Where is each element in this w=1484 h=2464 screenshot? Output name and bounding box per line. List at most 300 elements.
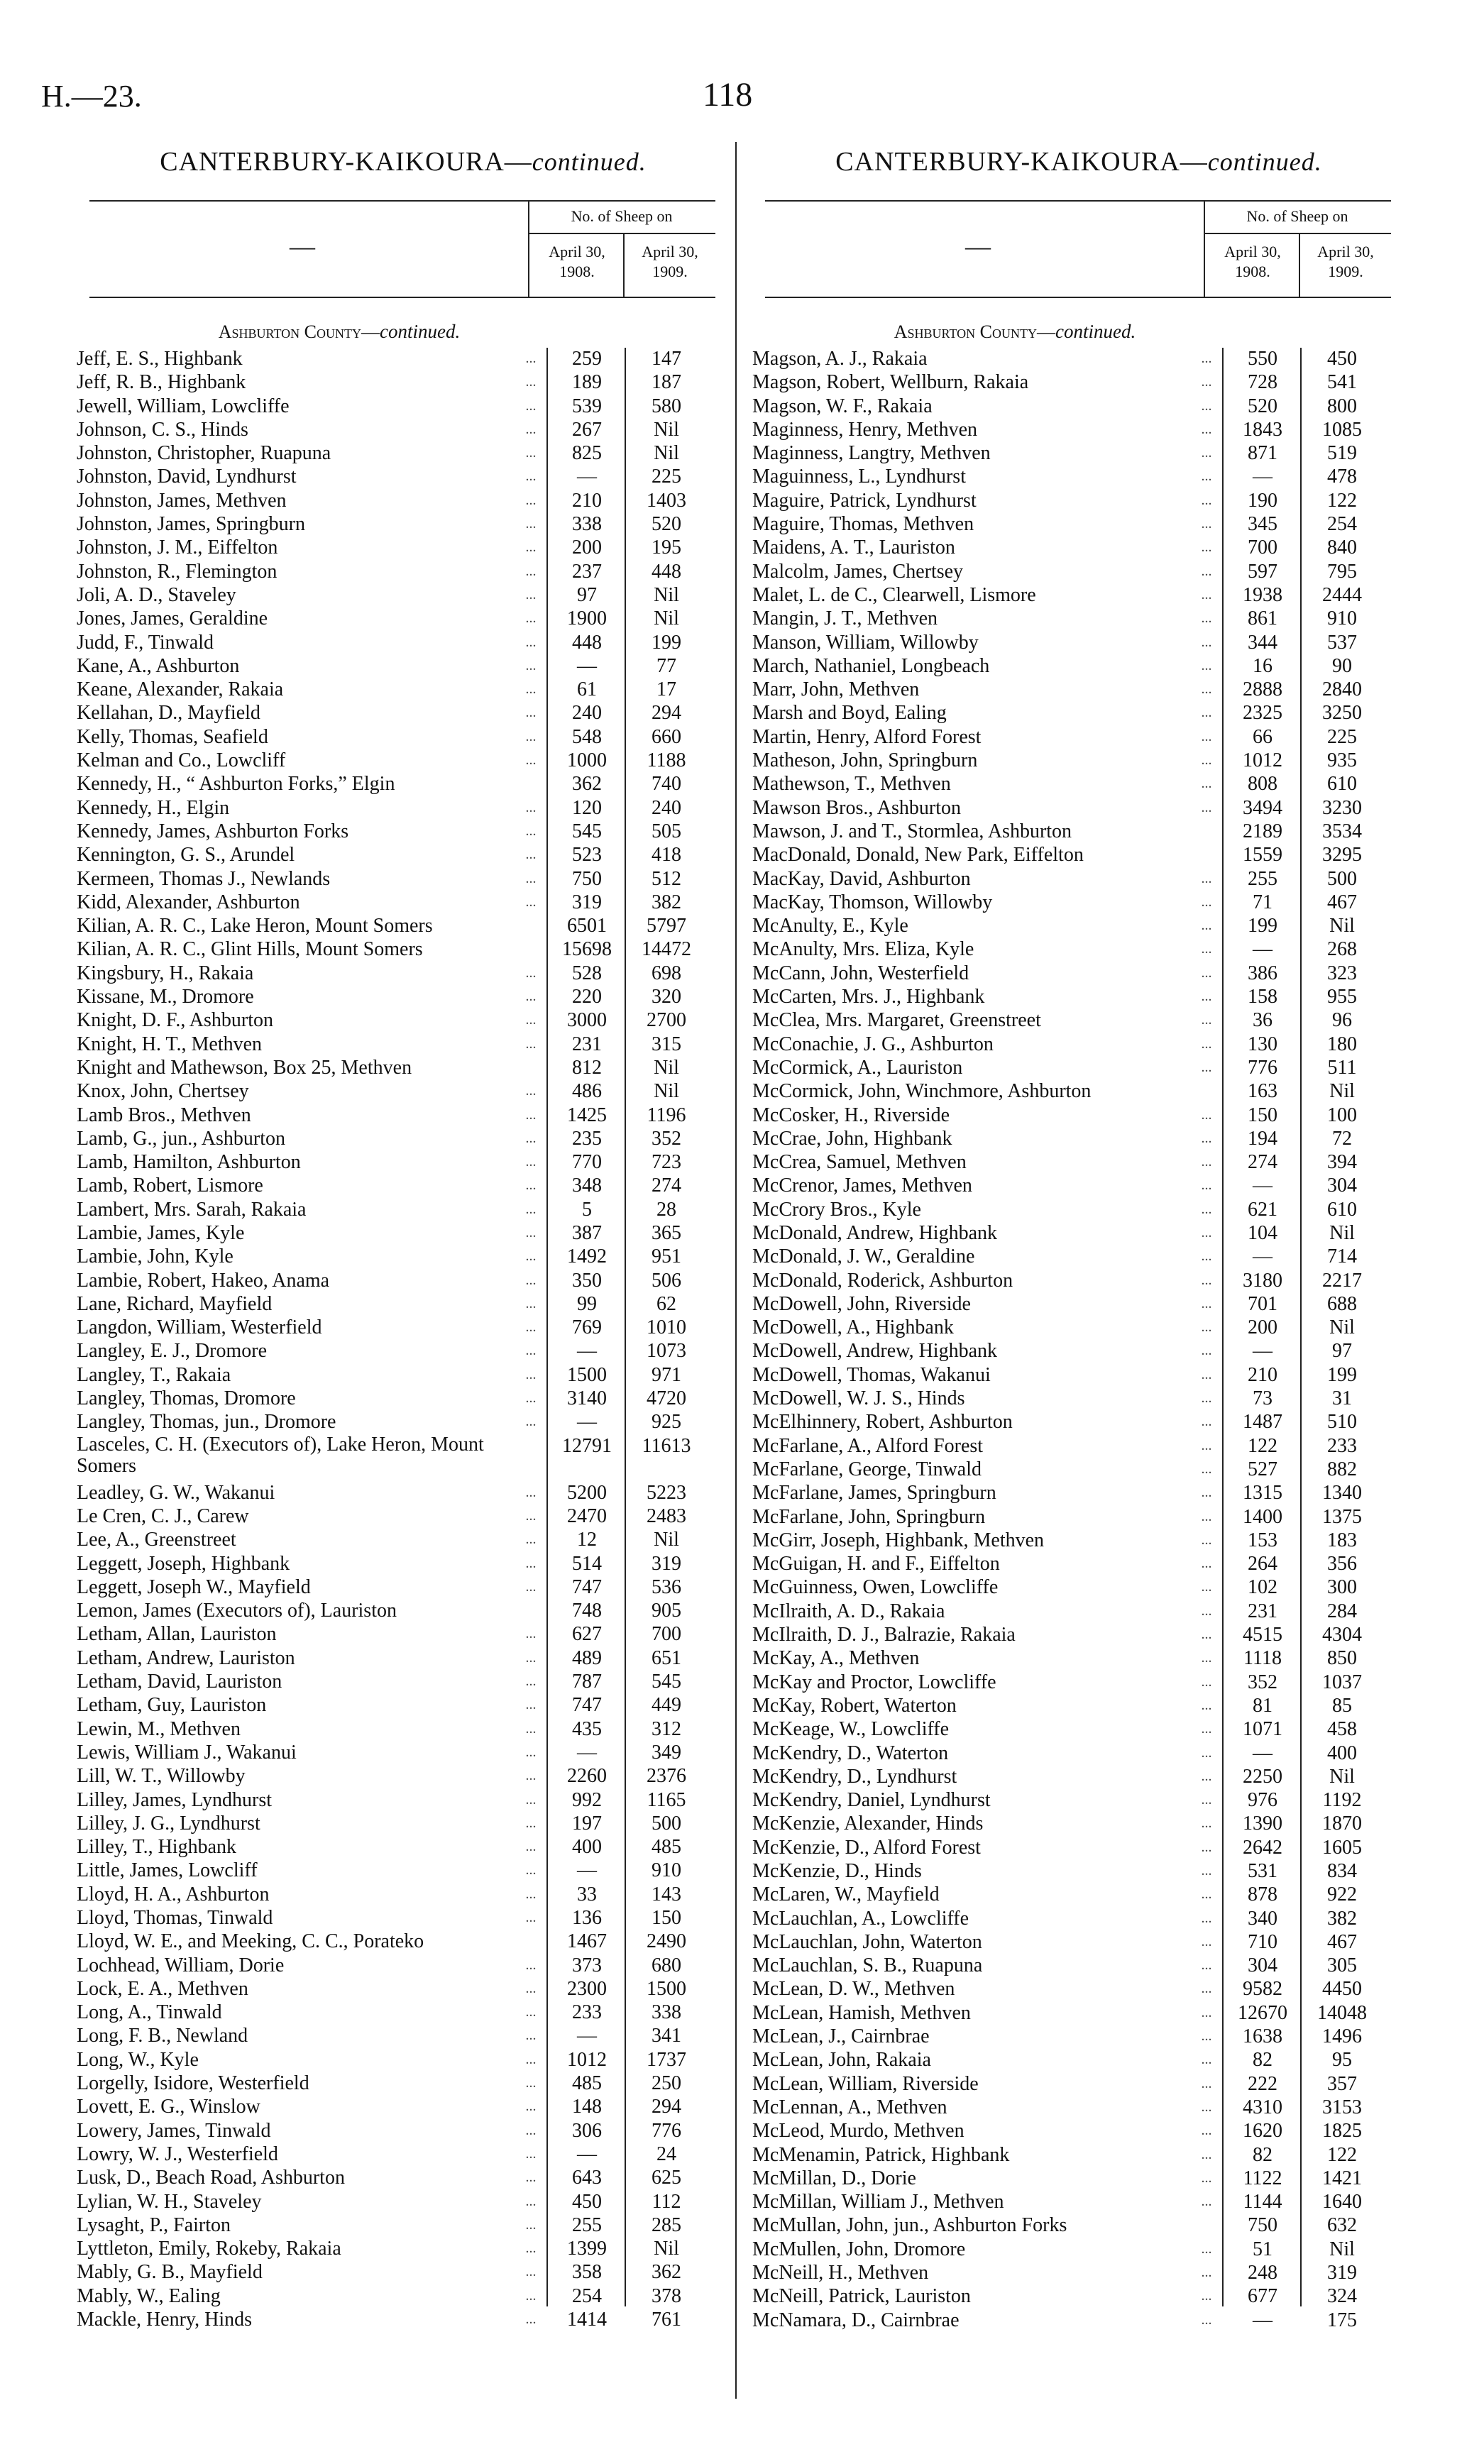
- sheep-1908: 2260: [567, 1765, 607, 1788]
- owner-name: McFarlane, A., Alford Forest: [752, 1434, 984, 1457]
- sheep-1909: 85: [1332, 1694, 1352, 1717]
- owner-name: McCormick, A., Lauriston: [752, 1056, 963, 1079]
- leader-dots: ...: [525, 2075, 537, 2091]
- header-bottom-rule: [89, 297, 715, 298]
- owner-name: McDowell, Andrew, Highbank: [752, 1340, 998, 1363]
- owner-name: McMenamin, Patrick, Highbank: [752, 2143, 1010, 2166]
- sheep-1909: Nil: [654, 607, 679, 630]
- table-row: [752, 1954, 1405, 1977]
- table-row: [77, 1221, 730, 1245]
- leader-dots: ...: [525, 1578, 537, 1595]
- owner-name: Lowry, W. J., Westerfield: [77, 2143, 278, 2165]
- owner-name: McFarlane, James, Springburn: [752, 1482, 996, 1505]
- owner-name: Mawson, J. and T., Stormlea, Ashburton: [752, 820, 1072, 842]
- owner-name: Lorgelly, Isidore, Westerfield: [77, 2072, 309, 2095]
- table-row: [77, 867, 730, 891]
- owner-name: Malet, L. de C., Clearwell, Lismore: [752, 583, 1036, 606]
- owner-name: Kermeen, Thomas J., Newlands: [77, 867, 331, 890]
- leader-dots: ...: [525, 1035, 537, 1052]
- sheep-1908: 776: [1248, 1056, 1277, 1079]
- owner-name: Leggett, Joseph W., Mayfield: [77, 1575, 311, 1598]
- owner-name: Kennedy, James, Ashburton Forks: [77, 820, 349, 842]
- sheep-1908: 750: [572, 867, 602, 890]
- table-row: [752, 1150, 1405, 1174]
- leader-dots: ...: [525, 847, 537, 863]
- sheep-1909: 660: [652, 725, 681, 748]
- owner-name: McDowell, John, Riverside: [752, 1292, 971, 1315]
- sheep-1909: 324: [1327, 2285, 1357, 2308]
- leader-dots: ...: [1201, 397, 1212, 414]
- owner-name: McCormick, John, Winchmore, Ashburton: [752, 1080, 1092, 1103]
- sheep-1908: 976: [1248, 1789, 1277, 1812]
- sheep-1909: 1192: [1322, 1789, 1362, 1812]
- sheep-1909: 100: [1327, 1104, 1357, 1126]
- table-row: [77, 1575, 730, 1599]
- sheep-1909: 506: [652, 1269, 681, 1292]
- leader-dots: ...: [525, 1130, 537, 1146]
- leader-dots: ...: [525, 2287, 537, 2304]
- leader-dots: ...: [1201, 1815, 1212, 1832]
- sheep-1908: 787: [572, 1671, 602, 1693]
- owner-name: McLauchlan, John, Waterton: [752, 1930, 982, 1953]
- leader-dots: ...: [525, 752, 537, 769]
- sheep-1909: 284: [1327, 1600, 1357, 1622]
- header-col1-line2: 1908.: [559, 263, 595, 280]
- owner-name: McDowell, Thomas, Wakanui: [752, 1363, 991, 1386]
- table-row: [77, 772, 730, 796]
- leader-dots: ...: [525, 2193, 537, 2209]
- table-row: [77, 962, 730, 985]
- sheep-1909: 545: [652, 1671, 681, 1693]
- leader-dots: ...: [525, 1295, 537, 1311]
- leader-dots: ...: [525, 1390, 537, 1407]
- leader-dots: ...: [525, 1910, 537, 1925]
- table-row: [752, 1646, 1405, 1670]
- sheep-1909: 122: [1327, 489, 1357, 512]
- section-title-text: CANTERBURY-KAIKOURA—: [835, 147, 1208, 177]
- owner-name: Letham, Allan, Lauriston: [77, 1623, 277, 1646]
- sheep-1908: —: [1253, 938, 1273, 961]
- owner-name: Maidens, A. T., Lauriston: [752, 537, 955, 559]
- sheep-1909: 1640: [1322, 2191, 1362, 2213]
- sheep-1908: 12670: [1238, 2001, 1287, 2024]
- owner-name: Lylian, W. H., Staveley: [77, 2190, 262, 2213]
- table-row: [752, 1458, 1405, 1481]
- table-row: [752, 1339, 1405, 1363]
- owner-name: Knight, H. T., Methven: [77, 1033, 263, 1055]
- owner-name: Lee, A., Greenstreet: [77, 1529, 236, 1551]
- table-row: [77, 1410, 730, 1434]
- leader-dots: ...: [1201, 1508, 1212, 1524]
- owner-name: Magson, Robert, Wellburn, Rakaia: [752, 371, 1029, 394]
- leader-dots: ...: [525, 823, 537, 839]
- table-row: [77, 2213, 730, 2237]
- sheep-1909: 1375: [1322, 1505, 1362, 1528]
- sheep-1908: —: [577, 1411, 597, 1434]
- sheep-1908: 1122: [1243, 2167, 1282, 2189]
- owner-name: March, Nathaniel, Longbeach: [752, 654, 990, 677]
- sheep-1908: 130: [1248, 1033, 1277, 1055]
- sheep-1909: 3230: [1322, 796, 1362, 819]
- leader-dots: ...: [1201, 2194, 1212, 2210]
- sheep-1908: 550: [1248, 348, 1277, 370]
- sheep-1909: Nil: [654, 2238, 679, 2260]
- sheep-1909: 400: [1327, 1742, 1357, 1764]
- table-row: [752, 347, 1405, 370]
- sheep-1908: 254: [572, 2284, 602, 2307]
- sheep-1909: 905: [652, 1600, 681, 1622]
- sheep-1908: 82: [1253, 2049, 1273, 2072]
- sheep-table-rows: [752, 347, 1405, 2332]
- table-row: [77, 1104, 730, 1127]
- table-row: [752, 678, 1405, 701]
- leader-dots: ...: [525, 728, 537, 744]
- sheep-1908: 197: [572, 1812, 602, 1835]
- sheep-1909: 776: [652, 2119, 681, 2142]
- sheep-1908: 2888: [1243, 678, 1282, 701]
- table-row: [752, 1575, 1405, 1599]
- sheep-1908: 199: [1248, 915, 1277, 937]
- sheep-1908: 264: [1248, 1553, 1277, 1575]
- sheep-1909: Nil: [1329, 915, 1355, 937]
- leader-dots: ...: [525, 1366, 537, 1382]
- owner-name: Lamb, Robert, Lismore: [77, 1175, 263, 1197]
- sheep-1909: 2444: [1322, 583, 1362, 606]
- owner-name: Johnston, J. M., Eiffelton: [77, 537, 278, 559]
- sheep-1908: 319: [572, 891, 602, 913]
- leader-dots: ...: [1201, 492, 1212, 508]
- leader-dots: ...: [525, 2264, 537, 2280]
- sheep-1909: 449: [652, 1694, 681, 1717]
- owner-name: McGuigan, H. and F., Eiffelton: [752, 1553, 1000, 1575]
- sheep-1909: 955: [1327, 986, 1357, 1008]
- sheep-1908: 1000: [567, 749, 607, 772]
- owner-name: Lusk, D., Beach Road, Ashburton: [77, 2167, 345, 2189]
- sheep-1909: 362: [652, 2261, 681, 2284]
- table-row: [77, 1670, 730, 1693]
- owner-name: McLean, John, Rakaia: [752, 2049, 931, 2072]
- sheep-1909: 24: [656, 2143, 676, 2165]
- table-row: [752, 2025, 1405, 2048]
- leader-dots: ...: [1201, 1531, 1212, 1548]
- owner-name: Kilian, A. R. C., Lake Heron, Mount Somers: [77, 915, 433, 937]
- owner-name: Maginness, Langtry, Methven: [752, 442, 991, 465]
- table-row: [77, 701, 730, 725]
- sheep-1908: 386: [1248, 962, 1277, 984]
- sheep-1909: 225: [652, 466, 681, 488]
- sheep-1908: 5200: [567, 1481, 607, 1504]
- owner-name: Lilley, J. G., Lyndhurst: [77, 1812, 260, 1835]
- leader-dots: ...: [525, 1886, 537, 1902]
- sheep-1908: 3140: [567, 1387, 607, 1410]
- sheep-1909: 485: [652, 1836, 681, 1859]
- county-heading: [77, 321, 602, 343]
- sheep-1909: 541: [1327, 371, 1357, 394]
- leader-dots: ...: [1201, 2169, 1212, 2186]
- leader-dots: ...: [1201, 1886, 1212, 1903]
- sheep-1909: 536: [652, 1575, 681, 1598]
- table-row: [77, 1906, 730, 1930]
- leader-dots: ...: [525, 1177, 537, 1194]
- sheep-1909: 4720: [647, 1387, 686, 1410]
- owner-name: Long, F. B., Newland: [77, 2025, 248, 2047]
- owner-name: Lewin, M., Methven: [77, 1717, 241, 1740]
- owner-name: Manson, William, Willowby: [752, 631, 979, 654]
- owner-name: McKenzie, Alexander, Hinds: [752, 1813, 984, 1835]
- table-row: [752, 891, 1405, 914]
- sheep-1909: 2840: [1322, 678, 1362, 701]
- owner-name: Kelly, Thomas, Seafield: [77, 725, 268, 748]
- leader-dots: ...: [525, 1744, 537, 1760]
- leader-dots: ...: [1201, 468, 1212, 485]
- leader-dots: ...: [1201, 705, 1212, 721]
- sheep-1908: 373: [572, 1954, 602, 1976]
- owner-name: Lambie, Robert, Hakeo, Anama: [77, 1269, 330, 1292]
- table-row: [77, 1788, 730, 1812]
- leader-dots: ...: [1201, 2123, 1212, 2139]
- leader-dots: ...: [1201, 1012, 1212, 1028]
- table-row: [752, 536, 1405, 559]
- leader-dots: ...: [1201, 1839, 1212, 1855]
- leader-dots: ...: [1201, 2004, 1212, 2020]
- sheep-1909: 2490: [647, 1930, 686, 1953]
- leader-dots: ...: [525, 492, 537, 508]
- leader-dots: ...: [525, 1862, 537, 1879]
- table-row: [752, 1742, 1405, 1765]
- leader-dots: ...: [1201, 1697, 1212, 1713]
- table-row: [77, 1481, 730, 1505]
- owner-name: McCann, John, Westerfield: [752, 962, 969, 984]
- owner-name: McIlraith, D. J., Balrazie, Rakaia: [752, 1624, 1016, 1646]
- sheep-1909: 349: [652, 1741, 681, 1764]
- header-col2-line1: April 30,: [1317, 243, 1374, 260]
- header-dash: —: [290, 232, 315, 260]
- sheep-1908: 1487: [1243, 1411, 1282, 1434]
- leader-dots: ...: [525, 2051, 537, 2067]
- table-row: [752, 1977, 1405, 2001]
- owner-name: Mably, W., Ealing: [77, 2284, 221, 2307]
- sheep-1908: 2470: [567, 1505, 607, 1527]
- sheep-1908: 701: [1248, 1292, 1277, 1315]
- table-row: [752, 1174, 1405, 1197]
- table-row: [77, 891, 730, 914]
- sheep-1909: 180: [1327, 1033, 1357, 1055]
- leader-dots: ...: [1201, 1485, 1212, 1501]
- sheep-1908: —: [577, 1859, 597, 1882]
- sheep-1908: 12: [577, 1529, 597, 1551]
- sheep-1909: 1073: [647, 1340, 686, 1363]
- table-row: [752, 1104, 1405, 1127]
- sheep-1908: 812: [572, 1056, 602, 1079]
- leader-dots: ...: [525, 1154, 537, 1170]
- table-row: [77, 1835, 730, 1859]
- owner-name: Kennington, G. S., Arundel: [77, 844, 295, 867]
- table-row: [752, 820, 1405, 843]
- owner-name: McLean, Hamish, Methven: [752, 2001, 971, 2024]
- table-row: [77, 1954, 730, 1977]
- table-row: [77, 1764, 730, 1788]
- sheep-1908: 1638: [1243, 2025, 1282, 2048]
- owner-name: Jeff, R. B., Highbank: [77, 371, 246, 394]
- table-row: [752, 1930, 1405, 1954]
- sheep-1908: 240: [572, 702, 602, 725]
- leader-dots: ...: [525, 1791, 537, 1808]
- sheep-1908: 153: [1248, 1529, 1277, 1551]
- sheep-1909: Nil: [1329, 2238, 1355, 2260]
- sheep-1909: 356: [1327, 1553, 1357, 1575]
- sheep-1909: 96: [1332, 1009, 1352, 1032]
- sheep-1909: 450: [1327, 348, 1357, 370]
- table-row: [77, 1859, 730, 1882]
- owner-name: McFarlane, John, Springburn: [752, 1505, 986, 1528]
- leader-dots: ...: [525, 1673, 537, 1690]
- leader-dots: ...: [525, 2122, 537, 2138]
- sheep-1909: 319: [652, 1552, 681, 1575]
- leader-dots: ...: [1201, 989, 1212, 1005]
- sheep-1909: 2376: [647, 1765, 686, 1788]
- sheep-1909: 150: [652, 1907, 681, 1929]
- owner-name: Kennedy, H., “ Ashburton Forks,” Elgin: [77, 773, 395, 796]
- leader-dots: ...: [525, 1555, 537, 1571]
- leader-dots: ...: [1201, 539, 1212, 556]
- table-row: [752, 631, 1405, 654]
- table-row: [752, 1671, 1405, 1694]
- sheep-1908: —: [577, 2143, 597, 2165]
- sheep-1908: 1900: [567, 607, 607, 630]
- sheep-1908: 255: [1248, 867, 1277, 890]
- sheep-1908: 1144: [1243, 2191, 1282, 2213]
- sheep-1908: 2250: [1243, 1765, 1282, 1788]
- leader-dots: ...: [1201, 1579, 1212, 1595]
- owner-name: McGuinness, Owen, Lowcliffe: [752, 1576, 999, 1599]
- owner-name: Lovett, E. G., Winslow: [77, 2096, 260, 2118]
- owner-name: McKay, A., Methven: [752, 1647, 920, 1670]
- sheep-1908: 450: [572, 2190, 602, 2213]
- sheep-1908: 122: [1248, 1434, 1277, 1457]
- leader-dots: ...: [1201, 1414, 1212, 1430]
- owner-name: McCarten, Mrs. J., Highbank: [752, 986, 985, 1008]
- owner-name: Le Cren, C. J., Carew: [77, 1505, 249, 1527]
- sheep-1908: 3494: [1243, 796, 1282, 819]
- leader-dots: ...: [525, 1319, 537, 1336]
- owner-name: Lewis, William J., Wakanui: [77, 1741, 297, 1764]
- sheep-1908: 344: [1248, 631, 1277, 654]
- sheep-1909: 834: [1327, 1860, 1357, 1882]
- owner-name: Mangin, J. T., Methven: [752, 607, 938, 630]
- sheep-1909: 268: [1327, 938, 1357, 961]
- sheep-1909: Nil: [654, 1529, 679, 1551]
- sheep-1908: 1118: [1243, 1647, 1282, 1670]
- sheep-1909: 378: [652, 2284, 681, 2307]
- page-number: 118: [703, 76, 753, 114]
- table-row: [77, 725, 730, 749]
- sheep-1909: 183: [1327, 1529, 1357, 1551]
- sheep-1909: 625: [652, 2167, 681, 2189]
- leader-dots: ...: [1201, 1957, 1212, 1974]
- owner-name: McLeod, Murdo, Methven: [752, 2120, 964, 2143]
- table-row: [77, 2260, 730, 2284]
- sheep-1908: 16: [1253, 654, 1273, 677]
- owner-name: Mathewson, T., Methven: [752, 773, 951, 796]
- sheep-1908: 485: [572, 2072, 602, 2095]
- sheep-1908: 1425: [567, 1104, 607, 1126]
- leader-dots: ...: [525, 2028, 537, 2044]
- leader-dots: ...: [1201, 1863, 1212, 1879]
- table-row: [752, 2096, 1405, 2119]
- table-row: [77, 560, 730, 583]
- table-row: [77, 1292, 730, 1316]
- header-bottom-rule: [765, 297, 1391, 298]
- table-row: [77, 512, 730, 536]
- table-row: [752, 2048, 1405, 2072]
- sheep-1909: 147: [652, 348, 681, 370]
- sheep-1909: 467: [1327, 1930, 1357, 1953]
- table-row: [752, 418, 1405, 441]
- leader-dots: ...: [1201, 1650, 1212, 1666]
- owner-name: Kidd, Alexander, Ashburton: [77, 891, 300, 913]
- leader-dots: ...: [525, 2169, 537, 2186]
- owner-name: McLean, William, Riverside: [752, 2072, 979, 2095]
- sheep-1908: 1315: [1243, 1482, 1282, 1505]
- leader-dots: ...: [1201, 1792, 1212, 1808]
- table-row: [77, 1269, 730, 1292]
- leader-dots: ...: [1201, 516, 1212, 532]
- owner-name: Langdon, William, Westerfield: [77, 1316, 322, 1339]
- table-row: [77, 1174, 730, 1197]
- sheep-1908: 15698: [562, 938, 612, 961]
- owner-name: Mably, G. B., Mayfield: [77, 2261, 263, 2284]
- table-row: [752, 796, 1405, 820]
- sheep-1909: 305: [1327, 1954, 1357, 1977]
- leader-dots: ...: [1201, 964, 1212, 981]
- sheep-1908: 548: [572, 725, 602, 748]
- county-heading: [752, 321, 1277, 343]
- sheep-1909: 1010: [647, 1316, 686, 1339]
- table-row: [752, 1552, 1405, 1575]
- leader-dots: ...: [1201, 1721, 1212, 1737]
- owner-name: Kennedy, H., Elgin: [77, 796, 230, 819]
- leader-dots: ...: [525, 1343, 537, 1359]
- sheep-1908: 338: [572, 513, 602, 536]
- leader-dots: ...: [525, 1012, 537, 1028]
- sheep-1909: 304: [1327, 1175, 1357, 1197]
- owner-name: Maguinness, L., Lyndhurst: [752, 466, 966, 488]
- sheep-1908: 348: [572, 1175, 602, 1197]
- leader-dots: ...: [1201, 2028, 1212, 2045]
- sheep-1909: 580: [652, 395, 681, 417]
- sheep-1909: 478: [1327, 466, 1357, 488]
- owner-name: McDonald, J. W., Geraldine: [752, 1245, 975, 1268]
- sheep-1908: —: [577, 2025, 597, 2047]
- table-row: [752, 772, 1405, 796]
- sheep-1908: 400: [572, 1836, 602, 1859]
- sheep-1908: 523: [572, 844, 602, 867]
- table-row: [77, 1552, 730, 1575]
- leader-dots: ...: [1201, 586, 1212, 603]
- leader-dots: ...: [525, 893, 537, 910]
- table-row: [752, 2119, 1405, 2143]
- leader-dots: ...: [525, 2099, 537, 2115]
- owner-name: McFarlane, George, Tinwald: [752, 1458, 982, 1480]
- county-name: Ashburton County—: [894, 321, 1055, 342]
- sheep-1909: 320: [652, 986, 681, 1008]
- sheep-1908: 1400: [1243, 1505, 1282, 1528]
- sheep-1908: 387: [572, 1221, 602, 1244]
- owner-name: Letham, Guy, Lauriston: [77, 1694, 267, 1717]
- table-row: [77, 2024, 730, 2047]
- table-row: [752, 2284, 1405, 2308]
- sheep-1908: 36: [1253, 1009, 1273, 1032]
